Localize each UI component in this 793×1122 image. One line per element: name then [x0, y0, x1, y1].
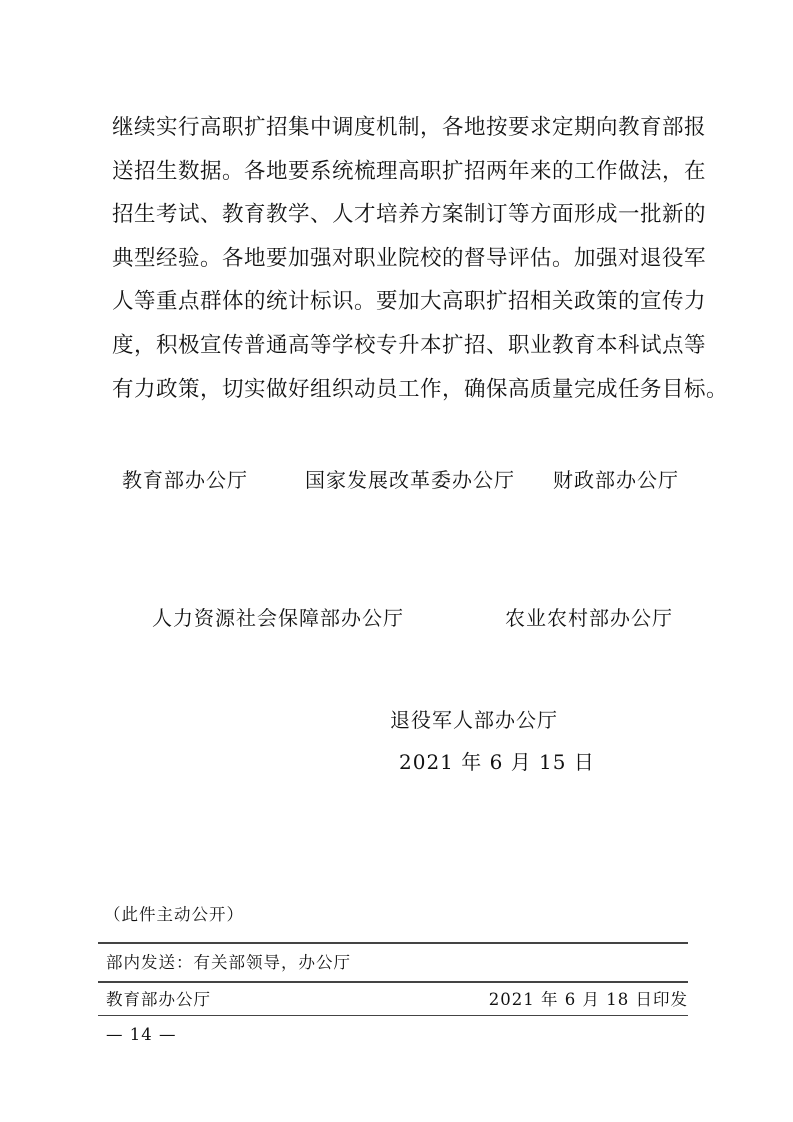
body-line: 送招生数据。各地要系统梳理高职扩招两年来的工作做法，在: [112, 159, 707, 184]
body-line: 度，积极宣传普通高等学校专升本扩招、职业教育本科试点等: [112, 333, 707, 358]
signatory: 农业农村部办公厅: [505, 606, 673, 630]
signing-date: 2021 年 6 月 15 日: [399, 750, 595, 774]
issuer: 教育部办公厅: [106, 990, 211, 1009]
body-line: 招生考试、教育教学、人才培养方案制订等方面形成一批新的: [112, 202, 707, 227]
internal-distribution: 部内发送：有关部领导，办公厅: [106, 953, 351, 972]
divider: [98, 981, 688, 983]
signatory: 教育部办公厅: [122, 468, 248, 492]
page-number: — 14 —: [106, 1025, 177, 1044]
body-line: 继续实行高职扩招集中调度机制，各地按要求定期向教育部报: [112, 115, 707, 140]
signatory: 国家发展改革委办公厅: [305, 468, 515, 492]
divider: [98, 942, 688, 944]
issue-date: 2021 年 6 月 18 日印发: [488, 990, 688, 1009]
disclosure-note: （此件主动公开）: [104, 905, 244, 924]
divider: [98, 1015, 688, 1016]
signatory: 人力资源社会保障部办公厅: [152, 606, 404, 630]
signatory: 退役军人部办公厅: [390, 708, 558, 732]
body-line: 有力政策，切实做好组织动员工作，确保高质量完成任务目标。: [112, 377, 729, 402]
body-line: 人等重点群体的统计标识。要加大高职扩招相关政策的宣传力: [112, 289, 707, 314]
body-line: 典型经验。各地要加强对职业院校的督导评估。加强对退役军: [112, 246, 707, 271]
signatory: 财政部办公厅: [553, 468, 679, 492]
